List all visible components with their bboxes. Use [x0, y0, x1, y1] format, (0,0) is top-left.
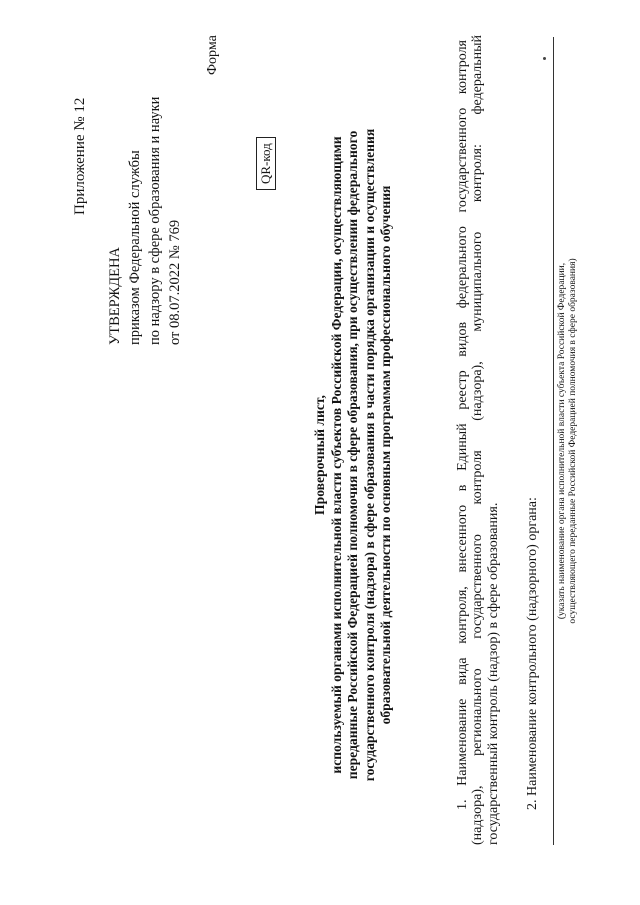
fill-in-caption: [557, 37, 579, 845]
caption-line: (указать наименование органа исполнительной власти субъекта Российской Федерации,: [557, 262, 567, 620]
title-line: образовательной деятельности по основным программам профессионального обучения: [378, 185, 393, 725]
item-1-line: государственный контроль (надзор) в сфере образования.: [486, 502, 501, 845]
fill-in-line: [553, 37, 554, 845]
approval-line: от 08.07.2022 № 769: [167, 219, 183, 345]
form-label: Форма: [205, 35, 220, 75]
item-2: 2. Наименование контрольного (надзорного) органа:: [525, 497, 540, 810]
document-title: [312, 65, 395, 845]
item-1-line: 1. Наименование вида контроля, внесенного в Единый реестр видов федерального государственного контроля: [455, 40, 470, 810]
title-line: государственного контроля (надзора) в сфере образования в части порядка организации и осуществления: [361, 128, 377, 782]
speck-mark: [543, 57, 546, 60]
title-line: используемый органами исполнительной власти субъектов Российской Федерации, осуществляющими: [328, 136, 344, 774]
approval-line: по надзору в сфере образования и науки: [147, 96, 163, 345]
caption-line: осуществляющего переданные Российской Федерацией полномочия в сфере образования): [568, 258, 578, 624]
qr-code-box: QR-код: [256, 137, 276, 190]
title-line: переданные Российской Федерацией полномочия в сфере образования, при осуществлении федерального: [345, 130, 360, 780]
approval-line: приказом Федеральной службы: [127, 150, 143, 345]
item-1-line: (надзора), регионального государственного контроля (надзора), муниципального контроля: федеральный: [470, 35, 485, 845]
approval-block: [105, 97, 185, 345]
appendix-number: Приложение № 12: [72, 97, 88, 215]
approval-line: УТВЕРЖДЕНА: [107, 247, 123, 345]
title-line: Проверочный лист,: [312, 395, 327, 515]
